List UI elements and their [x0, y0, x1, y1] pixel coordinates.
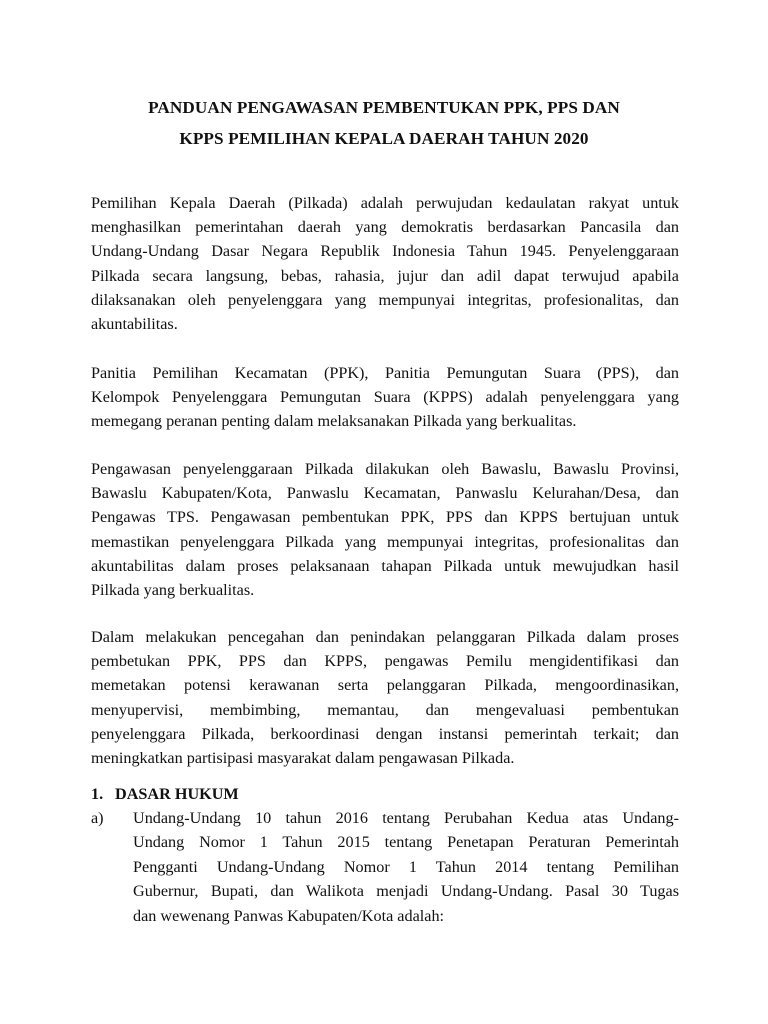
paragraph-ppk-pps-kpps: [91, 361, 679, 434]
paragraph-line: dilaksanakan oleh penyelenggara yang mempunyai integritas, profesionalitas, dan: [91, 290, 679, 309]
paragraph-line: memastikan penyelenggara Pilkada yang mempunyai integritas, profesionalitas dan: [91, 532, 679, 551]
paragraph-line: Pemilihan Kepala Daerah (Pilkada) adalah perwujudan kedaulatan rakyat untuk: [91, 194, 679, 212]
list-marker: a): [91, 809, 104, 827]
paragraph-line: memegang peranan penting dalam melaksanakan Pilkada yang berkualitas.: [91, 412, 577, 431]
document-title: [60, 92, 708, 154]
paragraph-line: Panitia Pemilihan Kecamatan (PPK), Panitia Pemungutan Suara (PPS), dan: [91, 364, 679, 382]
title-line-2: KPPS PEMILIHAN KEPALA DAERAH TAHUN 2020: [179, 129, 589, 148]
paragraph-line: Pengawasan penyelenggaraan Pilkada dilakukan oleh Bawaslu, Bawaslu Provinsi,: [91, 460, 679, 478]
paragraph-line: menghasilkan pemerintahan daerah yang demokratis berdasarkan Pancasila dan: [91, 218, 679, 237]
paragraph-line: Kelompok Penyelenggara Pemungutan Suara (KPPS) adalah penyelenggara yang: [91, 388, 679, 407]
paragraph-line: menyupervisi, membimbing, memantau, dan mengevaluasi pembentukan: [91, 700, 679, 719]
paragraph-line: akuntabilitas.: [91, 315, 178, 334]
paragraph-line: akuntabilitas dalam proses pelaksanaan tahapan Pilkada untuk mewujudkan hasil: [91, 556, 679, 575]
paragraph-pencegahan: [91, 625, 679, 770]
paragraph-line: Undang-Undang Dasar Negara Republik Indonesia Tahun 1945. Penyelenggaraan: [91, 242, 679, 261]
list-item-line: Pengganti Undang-Undang Nomor 1 Tahun 2014 tentang Pemilihan: [133, 857, 679, 876]
paragraph-line: penyelenggara Pilkada, berkoordinasi dengan instansi pemerintah terkait; dan: [91, 724, 679, 743]
paragraph-line: Dalam melakukan pencegahan dan penindakan pelanggaran Pilkada dalam proses: [91, 628, 679, 646]
list-item-line: dan wewenang Panwas Kabupaten/Kota adalah:: [133, 906, 445, 925]
paragraph-line: meningkatkan partisipasi masyarakat dalam pengawasan Pilkada.: [91, 749, 515, 768]
section-title: DASAR HUKUM: [115, 785, 239, 803]
title-line-1: PANDUAN PENGAWASAN PEMBENTUKAN PPK, PPS DAN: [148, 98, 620, 117]
section-heading-dasar-hukum: [91, 782, 239, 806]
paragraph-line: Pengawas TPS. Pengawasan pembentukan PPK, PPS dan KPPS bertujuan untuk: [91, 508, 679, 527]
paragraph-line: Bawaslu Kabupaten/Kota, Panwaslu Kecamatan, Panwaslu Kelurahan/Desa, dan: [91, 484, 679, 503]
list-item-line: Undang Nomor 1 Tahun 2015 tentang Penetapan Peraturan Pemerintah: [133, 833, 679, 852]
list-item-line: Gubernur, Bupati, dan Walikota menjadi Undang-Undang. Pasal 30 Tugas: [133, 882, 679, 901]
list-item-line: Undang-Undang 10 tahun 2016 tentang Perubahan Kedua atas Undang-: [133, 809, 679, 827]
paragraph-pengawasan: [91, 457, 679, 602]
paragraph-line: pembetukan PPK, PPS dan KPPS, pengawas Pemilu mengidentifikasi dan: [91, 652, 679, 671]
list-item-body: [133, 806, 679, 928]
paragraph-intro: [91, 191, 679, 336]
paragraph-line: Pilkada yang berkualitas.: [91, 581, 255, 600]
paragraph-line: memetakan potensi kerawanan serta pelanggaran Pilkada, mengoordinasikan,: [91, 676, 679, 695]
section-number: 1.: [91, 785, 104, 803]
paragraph-line: Pilkada secara langsung, bebas, rahasia, jujur dan adil dapat terwujud apabila: [91, 266, 679, 285]
